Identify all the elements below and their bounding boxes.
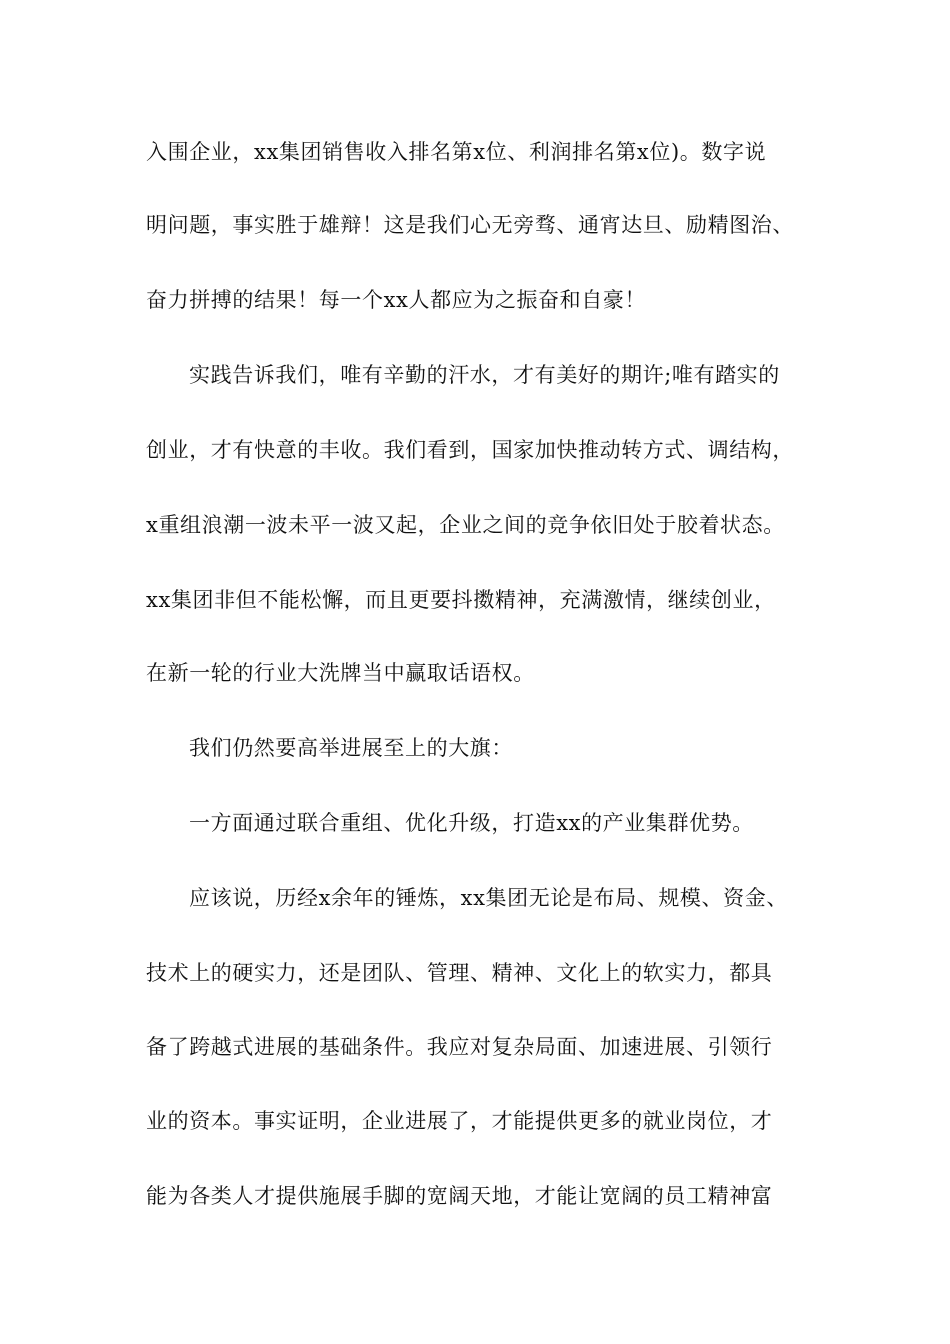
text-line-13: 备了跨越式进展的基础条件。我应对复杂局面、加速进展、引领行 (146, 1035, 773, 1059)
text-line-10: 一方面通过联合重组、优化升级，打造xx的产业集群优势。 (189, 811, 754, 835)
text-line-6: x重组浪潮一波未平一波又起，企业之间的竞争依旧处于胶着状态。 (146, 513, 785, 537)
text-line-1: 入围企业，xx集团销售收入排名第x位、利润排名第x位)。数字说 (146, 140, 767, 164)
text-line-12: 技术上的硬实力，还是团队、管理、精神、文化上的软实力，都具 (146, 961, 773, 985)
text-line-15: 能为各类人才提供施展手脚的宽阔天地，才能让宽阔的员工精神富 (146, 1184, 773, 1208)
text-line-9: 我们仍然要高举进展至上的大旗： (189, 736, 513, 760)
text-line-3: 奋力拼搏的结果！每一个xx人都应为之振奋和自豪！ (146, 288, 647, 312)
text-line-2: 明问题，事实胜于雄辩！这是我们心无旁骛、通宵达旦、励精图治、 (146, 213, 794, 237)
text-line-11: 应该说，历经x余年的锤炼，xx集团无论是布局、规模、资金、 (189, 886, 788, 910)
text-line-5: 创业，才有快意的丰收。我们看到，国家加快推动转方式、调结构， (146, 438, 794, 462)
text-line-14: 业的资本。事实证明，企业进展了，才能提供更多的就业岗位，才 (146, 1109, 773, 1133)
text-line-7: xx集团非但不能松懈，而且更要抖擞精神，充满激情，继续创业， (146, 588, 776, 612)
text-line-4: 实践告诉我们，唯有辛勤的汗水，才有美好的期许;唯有踏实的 (189, 363, 780, 387)
text-line-8: 在新一轮的行业大洗牌当中赢取话语权。 (146, 661, 535, 685)
